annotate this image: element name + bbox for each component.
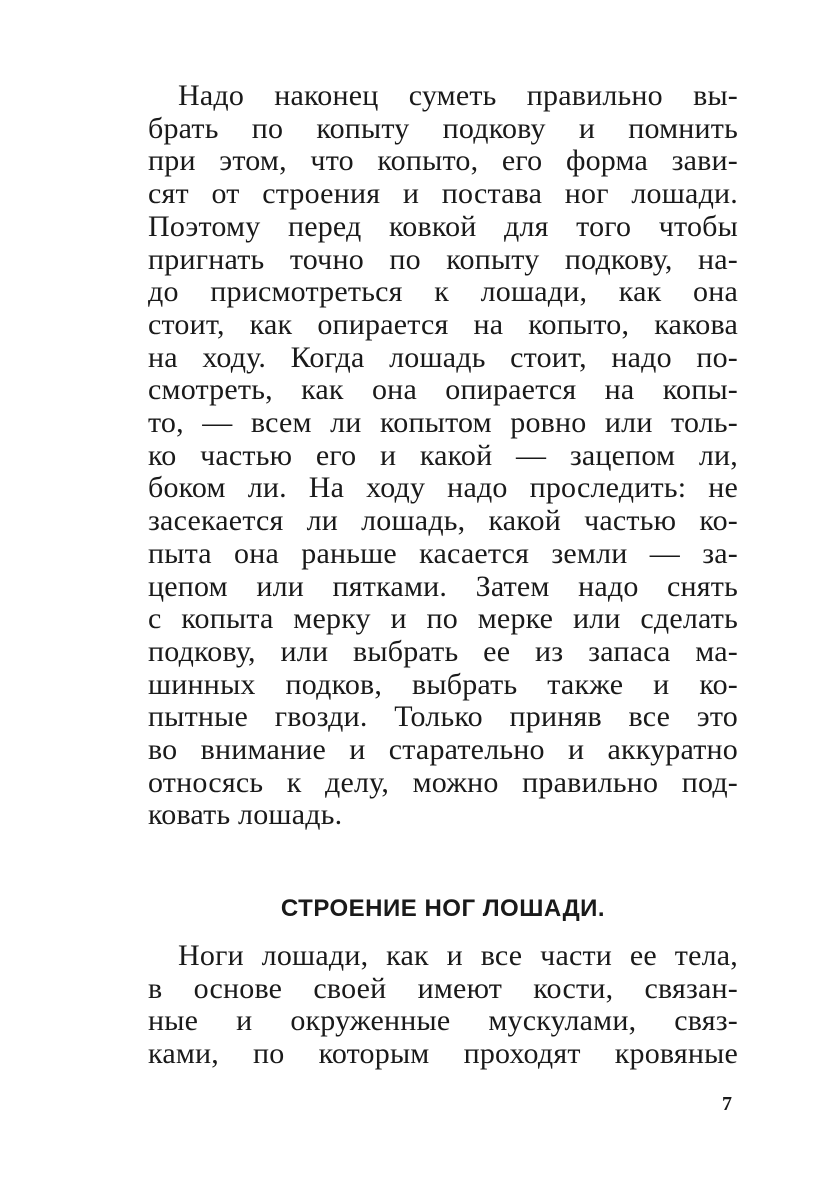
text-line: ко частью его и какой — зацепом ли, bbox=[148, 438, 738, 472]
text-line: боком ли. На ходу надо проследить: не bbox=[148, 471, 738, 505]
text-line: Ноги лошади, как и все части ее тела, bbox=[178, 939, 738, 972]
text-line: смотреть, как она опирается на копы- bbox=[148, 373, 738, 407]
text-line: стоит, как опирается на копыто, какова bbox=[148, 307, 738, 341]
text-line: в основе своей имеют кости, связан- bbox=[148, 971, 738, 1005]
text-line: шинных подков, выбрать также и ко- bbox=[148, 667, 738, 701]
text-line: пыта она раньше касается земли — за- bbox=[148, 536, 738, 570]
text-line: сят от строения и постава ног лошади. bbox=[148, 177, 738, 211]
text-line: цепом или пятками. Затем надо снять bbox=[148, 569, 738, 603]
text-line: Поэтому перед ковкой для того чтобы bbox=[148, 209, 738, 243]
text-line: относясь к делу, можно правильно под- bbox=[148, 765, 738, 799]
text-line: с копыта мерку и по мерке или сделать bbox=[148, 602, 738, 636]
text-line: то, — всем ли копытом ровно или толь- bbox=[148, 406, 738, 440]
section-heading: СТРОЕНИЕ НОГ ЛОШАДИ. bbox=[280, 895, 606, 922]
text-line: ками, по которым проходят кровяные bbox=[148, 1037, 738, 1071]
text-line: подкову, или выбрать ее из запаса ма- bbox=[148, 634, 738, 668]
text-line: Надо наконец суметь правильно вы- bbox=[178, 79, 738, 112]
text-line: при этом, что копыто, его форма зави- bbox=[148, 144, 738, 178]
text-line: на ходу. Когда лошадь стоит, надо по- bbox=[148, 340, 738, 374]
text-line: ковать лошадь. bbox=[148, 798, 343, 832]
text-line: пригнать точно по копыту подкову, на- bbox=[148, 242, 738, 276]
text-line: ные и окруженные мускулами, связ- bbox=[148, 1004, 738, 1038]
paragraph-horse-shoeing-preparation bbox=[148, 80, 738, 832]
text-line: брать по копыту подкову и помнить bbox=[148, 111, 738, 145]
paragraph-horse-leg-structure bbox=[148, 940, 738, 1071]
text-line: во внимание и старательно и аккуратно bbox=[148, 733, 738, 767]
text-line: пытные гвозди. Только приняв все это bbox=[148, 700, 738, 734]
text-line: до присмотреться к лошади, как она bbox=[148, 275, 738, 309]
text-line: засекается ли лошадь, какой частью ко- bbox=[148, 504, 738, 538]
page-number: 7 bbox=[722, 1093, 732, 1115]
